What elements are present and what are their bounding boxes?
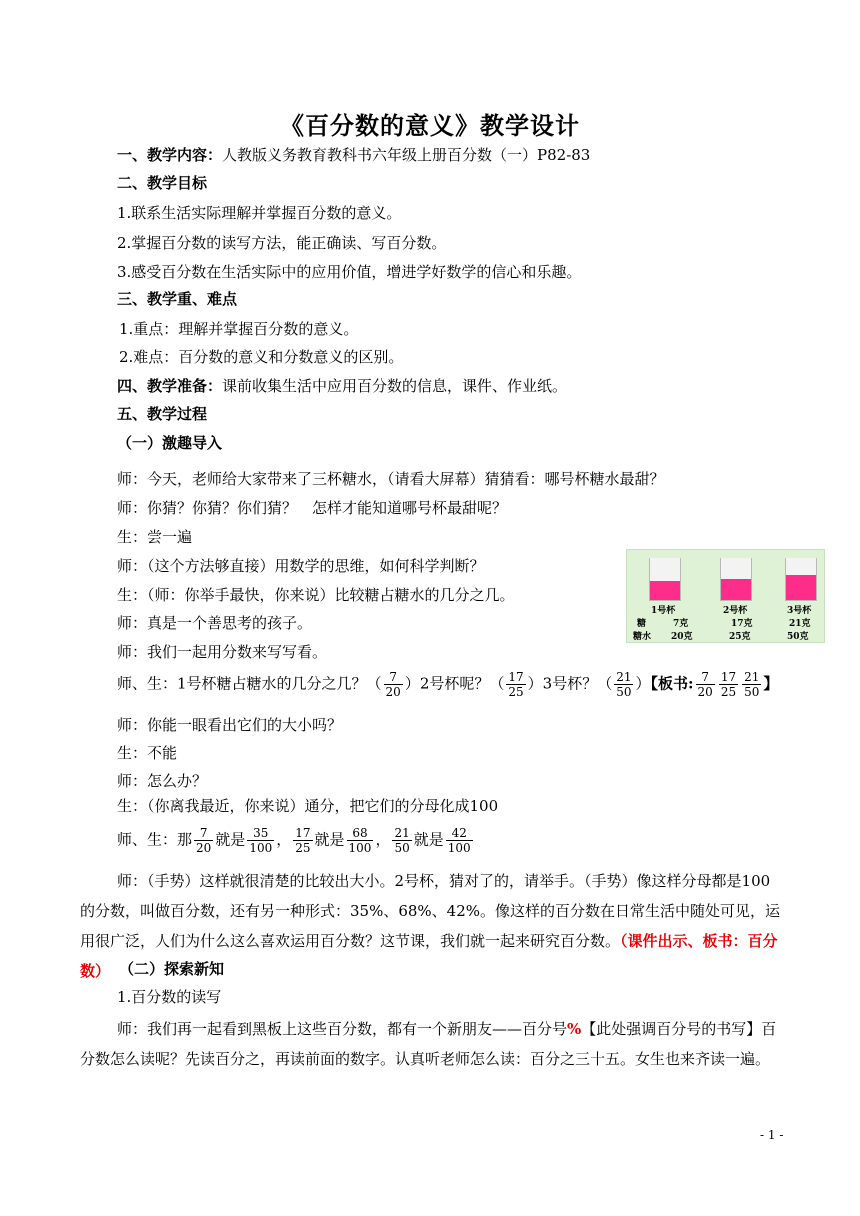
denominator: 25: [720, 685, 737, 699]
dialogue-line: 师：你猜？你猜？你们猜？ 怎样才能知道哪号杯最甜呢？: [117, 499, 508, 517]
paragraph-text: 师：我们再一起看到黑板上这些百分数，都有一个新朋友——百分号: [117, 1020, 568, 1038]
paragraph-text: 师：（手势）这样就很清楚的比较出大小。2号杯，猜对了的，请举手。（手势）像这样分母都是100的分数，叫做百分数，还有另一种形式：35%、68%、42%。像这样的百分数在日常生活中随处可见，运用很广泛，人们为什么这么喜欢运用百分数？这节课，我们就一起来研究百分数。: [80, 872, 781, 950]
dialogue-line: 师：怎么办？: [117, 772, 208, 790]
conversion-text: ，: [276, 830, 292, 849]
fraction: [614, 670, 633, 699]
section-preparation-label: 四、教学准备：: [117, 377, 223, 395]
section-content: [117, 144, 590, 166]
fraction: [742, 670, 761, 699]
part-explore-heading: （二）探索新知: [119, 960, 225, 978]
numerator: 35: [247, 826, 274, 841]
sugar-amount: 7克: [673, 619, 689, 629]
cup-3: [785, 558, 817, 601]
numerator: 21: [744, 670, 760, 684]
denominator: 25: [295, 841, 311, 855]
fraction-question-line: [117, 670, 778, 699]
paragraph-percent-reading: [80, 1014, 784, 1074]
goal-item: 3.感受百分数在生活实际中的应用价值，增进学好数学的信心和乐趣。: [117, 263, 582, 281]
numerator: 42: [446, 826, 473, 841]
sugar-water-cups-figure: [626, 549, 825, 643]
denominator: 50: [616, 685, 632, 699]
keypoint-item: 2.难点：百分数的意义和分数意义的区别。: [119, 348, 404, 366]
cup-label: 2号杯: [723, 606, 748, 616]
section-preparation: [117, 375, 567, 397]
denominator: 50: [744, 685, 760, 699]
board-note: （课件出示、板书：百分数）: [80, 932, 778, 980]
denominator: 20: [697, 685, 713, 699]
numerator: 21: [616, 670, 632, 684]
dialogue-line: 生：不能: [117, 744, 178, 762]
paragraph-text: 【此处强调百分号的书写】百分数怎么读呢？先读百分之，再读前面的数字。认真听老师怎么读：百分之三十五。女生也来齐读一遍。: [80, 1020, 777, 1068]
fraction: [506, 670, 525, 699]
fraction: [696, 670, 715, 699]
board-end: 】: [763, 674, 779, 693]
denominator: 25: [508, 685, 524, 699]
dialogue-line: 师：真是一个善思考的孩子。: [117, 614, 313, 632]
section-content-label: 一、教学内容：: [117, 146, 223, 164]
dialogue-line: 师：今天，老师给大家带来了三杯糖水，（请看大屏幕）猜猜看：哪号杯糖水最甜？: [117, 470, 665, 488]
numerator: 17: [295, 826, 311, 840]
cup-1: [649, 558, 681, 601]
numerator: 68: [347, 826, 374, 841]
keypoint-item: 1.重点：理解并掌握百分数的意义。: [119, 320, 359, 338]
numerator: 7: [194, 826, 213, 841]
water-amount: 50克: [787, 632, 809, 642]
numerator: 7: [384, 670, 403, 685]
cup-label: 3号杯: [787, 606, 812, 616]
conversion-prefix: 师、生：那: [117, 830, 193, 849]
conversion-text: ，: [375, 830, 391, 849]
conversion-text: 就是: [314, 830, 345, 849]
fraction: [392, 826, 411, 855]
dialogue-line: 生：尝一遍: [117, 528, 193, 546]
section-keypoints-heading: 三、教学重、难点: [117, 290, 238, 308]
fraction-conversion-line: [117, 826, 475, 855]
fraction: [347, 826, 374, 855]
numerator: 17: [508, 670, 524, 684]
fraction: [247, 826, 274, 855]
numerator: 21: [394, 826, 410, 840]
section-goals-heading: 二、教学目标: [117, 174, 208, 192]
board-label: 【板书:: [650, 674, 694, 693]
denominator: 100: [348, 841, 372, 855]
fraction-line-prefix: 师、生：1号杯糖占糖水的几分之几？（: [117, 674, 382, 693]
dialogue-line: 生：（你离我最近，你来说）通分，把它们的分母化成100: [117, 797, 499, 815]
denominator: 50: [394, 841, 410, 855]
numerator: 7: [696, 670, 715, 685]
fraction: [293, 826, 312, 855]
fraction: [719, 670, 738, 699]
cup-2-liquid: [721, 579, 751, 600]
dialogue-line: 师：你能一眼看出它们的大小吗？: [117, 716, 343, 734]
dialogue-line: 生：（师：你举手最快，你来说）比较糖占糖水的几分之几。: [117, 586, 515, 604]
goal-item: 2.掌握百分数的读写方法，能正确读、写百分数。: [117, 234, 447, 252]
section-preparation-text: 课前收集生活中应用百分数的信息，课件、作业纸。: [222, 377, 568, 395]
cup-1-liquid: [650, 581, 680, 600]
denominator: 20: [196, 841, 212, 855]
subsection-heading: 1.百分数的读写: [117, 988, 222, 1006]
goal-item: 1.联系生活实际理解并掌握百分数的意义。: [117, 204, 402, 222]
document-title: 《百分数的意义》教学设计: [280, 111, 580, 140]
percent-sign: %: [567, 1020, 582, 1038]
fraction-line-text: ）: [635, 674, 651, 693]
part-intro-heading: （一）激趣导入: [117, 434, 223, 452]
row-water-label: 糖水: [633, 632, 652, 642]
sugar-amount: 17克: [731, 619, 753, 629]
fraction-line-text: ）2号杯呢？（: [404, 674, 505, 693]
section-process-heading: 五、教学过程: [117, 405, 208, 423]
denominator: 100: [447, 841, 471, 855]
section-content-text: 人教版义务教育教科书六年级上册百分数（一）P82-83: [222, 146, 591, 164]
water-amount: 25克: [729, 632, 751, 642]
fraction: [446, 826, 473, 855]
water-amount: 20克: [671, 632, 693, 642]
cup-2: [720, 558, 752, 601]
fraction-line-text: ）3号杯？（: [527, 674, 613, 693]
denominator: 20: [385, 685, 401, 699]
cup-3-liquid: [786, 575, 816, 600]
row-sugar-label: 糖: [637, 619, 647, 629]
conversion-text: 就是: [413, 830, 444, 849]
conversion-text: 就是: [215, 830, 246, 849]
sugar-amount: 21克: [789, 619, 811, 629]
numerator: 17: [720, 670, 737, 684]
fraction: [194, 826, 213, 855]
fraction: [384, 670, 403, 699]
cup-label: 1号杯: [651, 606, 676, 616]
denominator: 100: [249, 841, 273, 855]
page-number: - 1 -: [760, 1128, 784, 1142]
dialogue-line: 师：（这个方法够直接）用数学的思维，如何科学判断？: [117, 557, 485, 575]
dialogue-line: 师：我们一起用分数来写写看。: [117, 643, 328, 661]
